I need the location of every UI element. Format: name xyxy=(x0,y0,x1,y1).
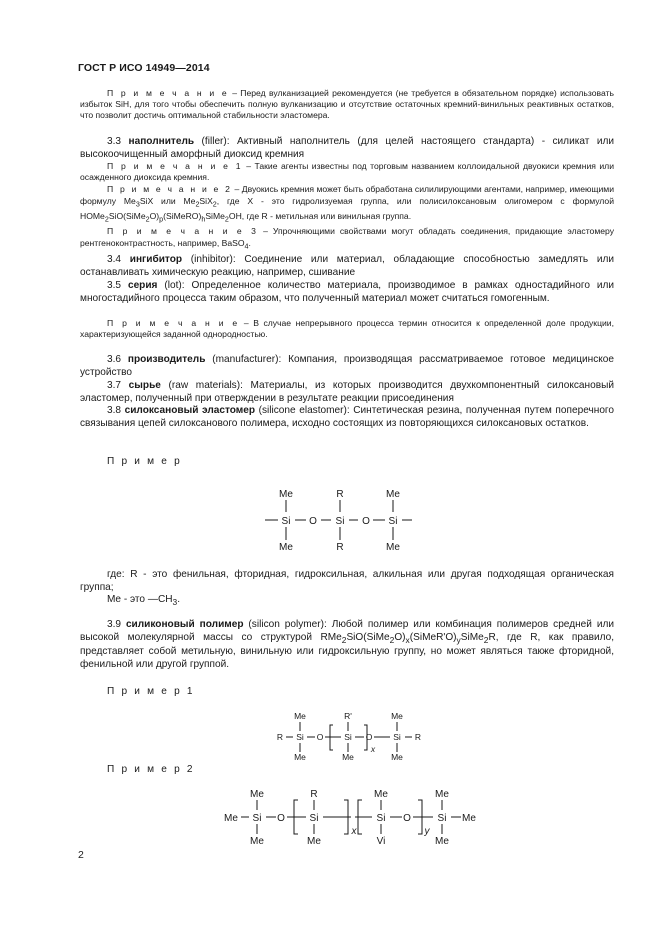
page-number: 2 xyxy=(78,849,84,861)
note-label: П р и м е ч а н и е 2 xyxy=(107,184,233,195)
section-number: 3.7 xyxy=(107,380,129,391)
term: силоксановый эластомер xyxy=(124,405,256,416)
subscript: 2 xyxy=(104,215,109,224)
example-label-text: П р и м е р 1 xyxy=(107,686,195,697)
r-label: R xyxy=(336,542,344,553)
o-label: O xyxy=(362,516,370,527)
me-label: Me xyxy=(435,789,449,800)
definition: (manufacturer): Компания, производящая рассматриваемое готовое медицинское устройство xyxy=(80,354,615,378)
subscript: 2 xyxy=(224,215,229,224)
o-label: O xyxy=(277,813,285,824)
me-label: Me xyxy=(250,789,264,800)
r-label: R xyxy=(414,732,422,742)
o-label: O xyxy=(365,732,373,742)
me-label: Me xyxy=(294,711,306,721)
definition: (raw materials): Материалы, из которых производится двухкомпонентный силоксановый эластомер, полученный при отверждении в результате реакции присоединения xyxy=(80,380,614,404)
note-text: SiMe xyxy=(205,210,225,221)
o-label: O xyxy=(403,813,411,824)
definition: (silicone elastomer): Синтетическая резина, полученная путем поперечного связывания цепей силоксанового полимера, исходно состоящих из повторяющихся силоксановых остатков. xyxy=(80,405,615,429)
o-label: O xyxy=(309,516,317,527)
subscript: 2 xyxy=(145,215,150,224)
note-text: – Перед вулканизацией рекомендуется (не требуется в обязательном порядке) использовать избыток SiH, для того чтобы обеспечить полную вулканизацию и отсутствие остаточных кремний-винильных реактивных остатков, что позволит достичь оптимальной стабильности эластомера. xyxy=(80,88,614,121)
me-label: Me xyxy=(391,752,403,762)
si-label: Si xyxy=(281,516,291,527)
note-text: SiX или Me xyxy=(139,195,196,206)
me-label: Me xyxy=(224,813,238,824)
si-label: Si xyxy=(393,732,401,742)
formula-siloxane-example xyxy=(279,489,400,553)
note-label: П р и м е ч а н и е 1 xyxy=(107,161,243,171)
si-label: Si xyxy=(437,813,447,824)
note-label: П р и м е ч а н и е xyxy=(107,88,229,98)
note-text: (SiMeRO) xyxy=(163,210,202,221)
si-label: Si xyxy=(252,813,262,824)
section-number: 3.8 xyxy=(107,405,125,416)
definition: (lot): Определенное количество материала, производимое в рамках одностадийного или многостадийного процесса таким образом, что полученный материал может считаться гомогенным. xyxy=(80,280,615,304)
me-label: Me xyxy=(342,752,354,762)
formula-bonds xyxy=(241,500,461,834)
section-number: 3.9 xyxy=(107,619,126,630)
subscript: 2 xyxy=(389,634,395,645)
note-text: – Упрочняющими свойствами могут обладать соединения, придающие эластомеру рентгеноконтрастность, например, BaSO xyxy=(80,226,615,248)
me-label: Me xyxy=(391,711,403,721)
subscript: h xyxy=(201,215,206,224)
subscript: y xyxy=(456,634,461,645)
note-label: П р и м е ч а н и е 3 xyxy=(107,226,259,237)
subscript: 3 xyxy=(172,597,178,608)
si-label: Si xyxy=(309,813,319,824)
definition: SiO(SiMe xyxy=(346,631,390,643)
me-label: Me xyxy=(386,542,400,553)
r-prime-label: R' xyxy=(344,711,352,721)
me-label: Me xyxy=(250,836,264,847)
where-text: где: R - это фенильная, фторидная, гидроксильная, алкильная или другая подходящая органическая группа; xyxy=(80,569,614,593)
formula-example-2 xyxy=(224,789,476,847)
definition: (filler): Активный наполнитель (для целей настоящего стандарта) - силикат или высокоочищенный аморфный диоксид кремния xyxy=(80,136,614,160)
me-label: Me xyxy=(279,489,293,500)
subscript: 4 xyxy=(244,242,249,251)
term: сырье xyxy=(128,380,161,391)
subscript: 2 xyxy=(195,200,200,209)
definition: R, где R, как правило, представляет собой метильную, винильную или гидроксильную группу, но может являться также фторидной, фенильной или другой группой. xyxy=(80,631,615,670)
note-text: – В случае непрерывного процесса термин относится к определенной доле продукции, характеризующейся заданной однородностью. xyxy=(80,318,614,340)
example-label-text: П р и м е р xyxy=(107,456,182,467)
definition: (SiMeR'O) xyxy=(409,631,457,643)
subscript: p xyxy=(159,215,164,224)
definition: O) xyxy=(394,631,406,643)
r-label: R xyxy=(310,789,318,800)
vi-label: Vi xyxy=(376,836,386,847)
x-subscript: x xyxy=(370,744,376,754)
si-label: Si xyxy=(376,813,386,824)
me-label: Me xyxy=(386,489,400,500)
document-header: ГОСТ Р ИСО 14949—2014 xyxy=(78,62,210,74)
term: серия xyxy=(127,280,158,291)
formula-example-1 xyxy=(277,711,421,762)
section-number: 3.5 xyxy=(107,280,128,291)
subscript: 2 xyxy=(483,634,489,645)
note-text: OH, где R - метильная или винильная группа. xyxy=(228,210,412,221)
section-number: 3.4 xyxy=(107,254,130,265)
term: производитель xyxy=(127,354,206,365)
me-label: Me xyxy=(279,542,293,553)
note-text: SiX xyxy=(199,195,213,206)
term: силиконовый полимер xyxy=(125,619,244,630)
subscript: 2 xyxy=(212,200,217,209)
me-label: Me xyxy=(294,752,306,762)
si-label: Si xyxy=(296,732,304,742)
r-label: R xyxy=(336,489,344,500)
me-label: Me xyxy=(435,836,449,847)
note-text: SiO(SiMe xyxy=(108,210,146,221)
x-subscript: x xyxy=(351,826,357,837)
section-number: 3.3 xyxy=(107,136,129,147)
note-text: , где X - это гидролизуемая группа, или полисилоксановым олигомером с формулой HOMe xyxy=(80,195,615,221)
subscript: x xyxy=(405,634,410,645)
me-label: Me xyxy=(374,789,388,800)
definition: SiMe xyxy=(460,631,484,643)
term: ингибитор xyxy=(129,254,183,265)
r-label: R xyxy=(276,732,284,742)
note-text: – Двуокись кремния может быть обработана силилирующими агентами, например, имеющими формулу Me xyxy=(80,184,614,206)
subscript: 2 xyxy=(341,634,347,645)
note-text: . xyxy=(248,237,251,248)
example-label-text: П р и м е р 2 xyxy=(107,764,195,775)
note-text: O) xyxy=(149,210,160,221)
y-subscript: y xyxy=(424,826,430,837)
note-text: – Такие агенты известны под торговым названием коллоидальной двуокиси кремния или осажденного диоксида кремния. xyxy=(80,161,614,183)
me-label: Me xyxy=(307,836,321,847)
definition: (silicon polymer): Любой полимер или комбинация полимеров средней или высокой молекулярной массы со структурой RMe xyxy=(80,619,614,643)
si-label: Si xyxy=(344,732,352,742)
si-label: Si xyxy=(335,516,345,527)
term: наполнитель xyxy=(128,136,195,147)
me-definition: Me - это —CH xyxy=(107,594,173,606)
section-number: 3.6 xyxy=(107,354,128,365)
si-label: Si xyxy=(388,516,398,527)
o-label: O xyxy=(316,732,324,742)
me-definition-end: . xyxy=(177,594,181,606)
subscript: 3 xyxy=(135,200,140,209)
note-label: П р и м е ч а н и е xyxy=(107,318,240,328)
definition: (inhibitor): Соединение или материал, обладающие способностью замедлять или останавливать химическую реакцию, например, сшивание xyxy=(80,254,614,278)
me-label: Me xyxy=(462,813,476,824)
